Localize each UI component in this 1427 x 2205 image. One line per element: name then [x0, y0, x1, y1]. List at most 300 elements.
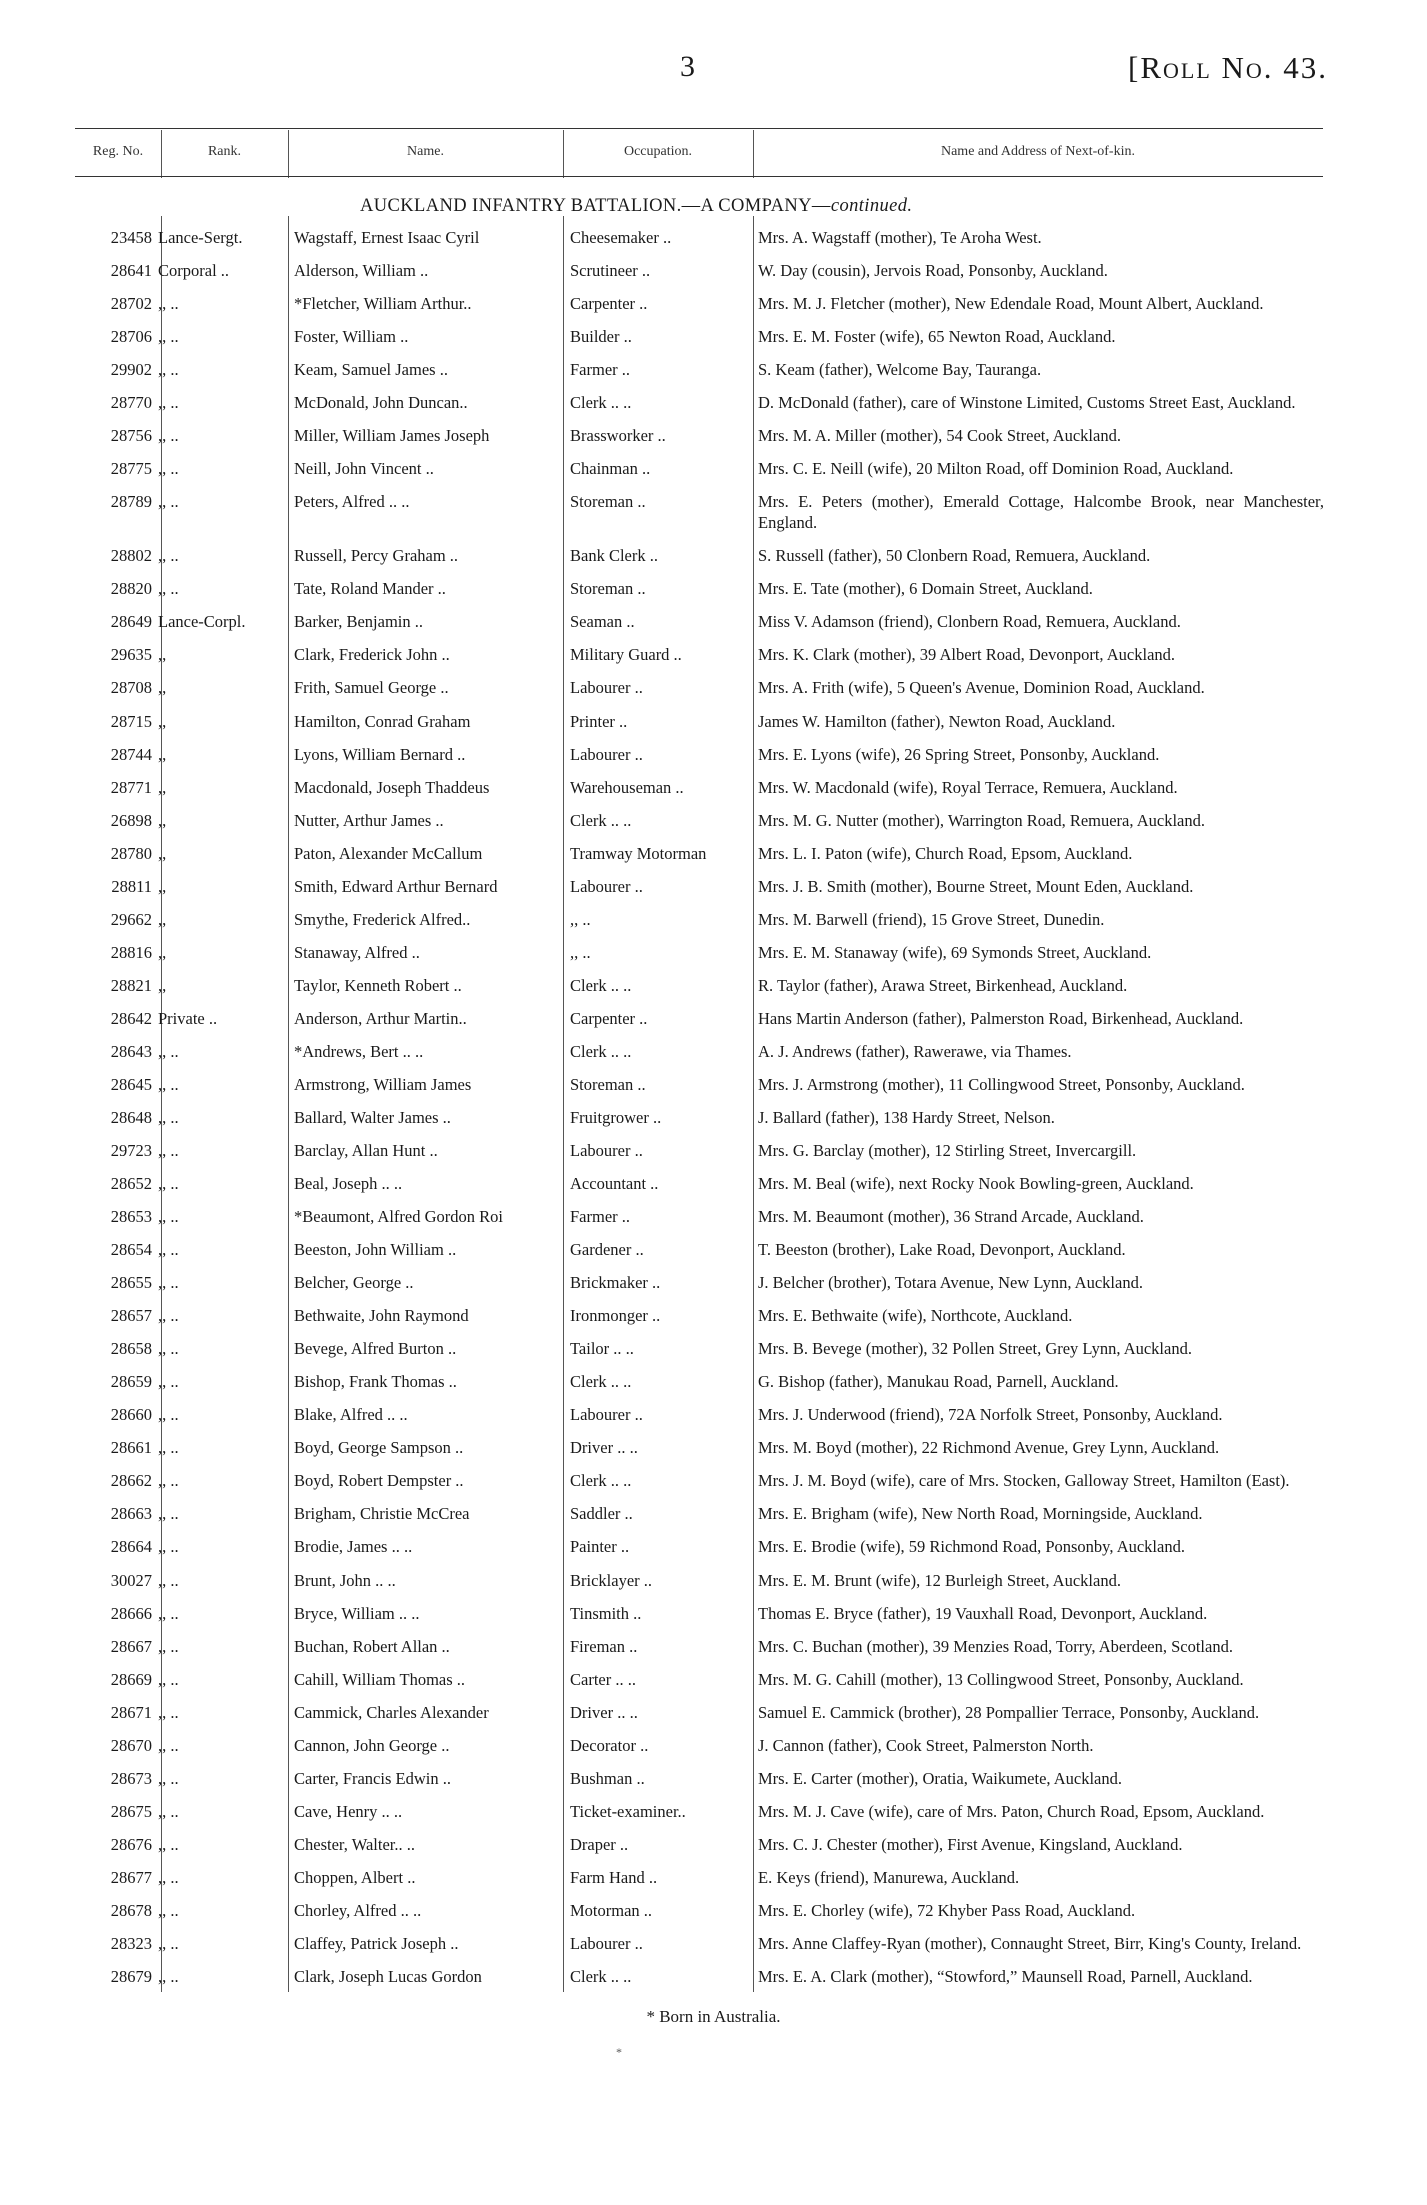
rank-cell: ,, .. [158, 1074, 179, 1094]
occupation-cell: Carpenter .. [570, 1008, 648, 1028]
column-header-next-of-kin: Name and Address of Next-of-kin. [940, 144, 1135, 159]
table-row [0, 942, 1427, 963]
table-row [0, 677, 1427, 698]
rank-cell: ,, .. [158, 579, 179, 599]
reg-number-cell: 29662 [110, 909, 152, 929]
table-row [0, 1801, 1427, 1822]
table-row [0, 260, 1427, 281]
occupation-cell: Builder .. [570, 327, 632, 347]
reg-number-cell: 29723 [110, 1141, 152, 1161]
reg-number-cell: 28677 [110, 1867, 152, 1887]
table-row [0, 1173, 1427, 1194]
soldier-name-cell: Peters, Alfred .. .. [294, 492, 410, 512]
next-of-kin-cell: Mrs. M. Beaumont (mother), 36 Strand Arcade, Auckland. [758, 1207, 1144, 1227]
reg-number-cell: 28820 [110, 579, 152, 599]
occupation-cell: Farm Hand .. [570, 1867, 658, 1887]
table-row [0, 1933, 1427, 1954]
next-of-kin-cell: T. Beeston (brother), Lake Road, Devonport, Auckland. [758, 1240, 1126, 1260]
table-row [0, 1735, 1427, 1756]
rank-cell: ,, .. [158, 1405, 179, 1425]
next-of-kin-cell: Mrs. J. B. Smith (mother), Bourne Street, Mount Eden, Auckland. [758, 876, 1194, 896]
occupation-cell: Clerk .. .. [570, 1471, 632, 1491]
soldier-name-cell: Brodie, James .. .. [294, 1537, 413, 1557]
occupation-cell: Brassworker .. [570, 426, 666, 446]
next-of-kin-cell: A. J. Andrews (father), Rawerawe, via Thames. [758, 1041, 1072, 1061]
next-of-kin-cell: J. Cannon (father), Cook Street, Palmerston North. [758, 1735, 1094, 1755]
table-row [0, 1470, 1427, 1491]
soldier-name-cell: *Beaumont, Alfred Gordon Roi [294, 1207, 503, 1227]
soldier-name-cell: Paton, Alexander McCallum [294, 843, 483, 863]
next-of-kin-cell: Mrs. M. Barwell (friend), 15 Grove Street, Dunedin. [758, 909, 1105, 929]
reg-number-cell: 28816 [110, 942, 152, 962]
column-divider [563, 216, 564, 1992]
next-of-kin-cell: J. Ballard (father), 138 Hardy Street, Nelson. [758, 1107, 1055, 1127]
occupation-cell: Saddler .. [570, 1504, 633, 1524]
reg-number-cell: 28662 [110, 1471, 152, 1491]
soldier-name-cell: Bethwaite, John Raymond [294, 1306, 469, 1326]
reg-number-cell: 28657 [110, 1306, 152, 1326]
rank-cell: ,, .. [158, 1207, 179, 1227]
rank-cell: ,, [158, 777, 167, 797]
rank-cell: ,, .. [158, 1240, 179, 1260]
stray-mark: * [616, 2045, 622, 2059]
next-of-kin-cell: Samuel E. Cammick (brother), 28 Pompallier Terrace, Ponsonby, Auckland. [758, 1702, 1260, 1722]
column-divider [288, 216, 289, 1992]
soldier-name-cell: Keam, Samuel James .. [294, 360, 448, 380]
soldier-name-cell: McDonald, John Duncan.. [294, 393, 468, 413]
next-of-kin-cell: R. Taylor (father), Arawa Street, Birkenhead, Auckland. [758, 975, 1128, 995]
soldier-name-cell: Russell, Percy Graham .. [294, 546, 459, 566]
column-divider [753, 216, 754, 1992]
soldier-name-cell: Brunt, John .. .. [294, 1570, 396, 1590]
column-header-row [75, 130, 1323, 174]
rank-cell: ,, .. [158, 1273, 179, 1293]
reg-number-cell: 28652 [110, 1174, 152, 1194]
reg-number-cell: 28679 [110, 1966, 152, 1986]
next-of-kin-cell: Mrs. J. Underwood (friend), 72A Norfolk Street, Ponsonby, Auckland. [758, 1405, 1223, 1425]
soldier-name-cell: Anderson, Arthur Martin.. [294, 1008, 467, 1028]
soldier-name-cell: Belcher, George .. [294, 1273, 414, 1293]
rank-cell: ,, [158, 843, 167, 863]
reg-number-cell: 28789 [110, 492, 152, 512]
table-row [0, 227, 1427, 248]
next-of-kin-cell: Mrs. E. Brodie (wife), 59 Richmond Road, Ponsonby, Auckland. [758, 1537, 1185, 1557]
reg-number-cell: 28654 [110, 1240, 152, 1260]
rank-cell: ,, [158, 909, 167, 929]
soldier-name-cell: Blake, Alfred .. .. [294, 1405, 408, 1425]
occupation-cell: Farmer .. [570, 360, 631, 380]
occupation-cell: Storeman .. [570, 579, 646, 599]
next-of-kin-cell: J. Belcher (brother), Totara Avenue, New Lynn, Auckland. [758, 1273, 1143, 1293]
next-of-kin-cell: Mrs. W. Macdonald (wife), Royal Terrace, Remuera, Auckland. [758, 777, 1178, 797]
reg-number-cell: 28756 [110, 426, 152, 446]
occupation-cell: Painter .. [570, 1537, 630, 1557]
soldier-name-cell: Buchan, Robert Allan .. [294, 1636, 450, 1656]
reg-number-cell: 28653 [110, 1207, 152, 1227]
reg-number-cell: 28660 [110, 1405, 152, 1425]
table-row [0, 1272, 1427, 1293]
soldier-name-cell: *Fletcher, William Arthur.. [294, 294, 472, 314]
reg-number-cell: 28678 [110, 1900, 152, 1920]
next-of-kin-cell: Mrs. E. Carter (mother), Oratia, Waikumete, Auckland. [758, 1768, 1123, 1788]
reg-number-cell: 28655 [110, 1273, 152, 1293]
table-row [0, 1239, 1427, 1260]
next-of-kin-cell: Mrs. C. E. Neill (wife), 20 Milton Road, off Dominion Road, Auckland. [758, 459, 1234, 479]
next-of-kin-cell: Miss V. Adamson (friend), Clonbern Road, Remuera, Auckland. [758, 612, 1181, 632]
next-of-kin-cell: S. Russell (father), 50 Clonbern Road, Remuera, Auckland. [758, 546, 1151, 566]
soldier-name-cell: Beal, Joseph .. .. [294, 1174, 403, 1194]
rank-cell: ,, .. [158, 1107, 179, 1127]
reg-number-cell: 28642 [110, 1008, 152, 1028]
table-row [0, 1867, 1427, 1888]
occupation-cell: Tramway Motorman [570, 843, 707, 863]
rank-cell: ,, .. [158, 393, 179, 413]
next-of-kin-cell: Hans Martin Anderson (father), Palmerston Road, Birkenhead, Auckland. [758, 1008, 1244, 1028]
reg-number-cell: 28702 [110, 294, 152, 314]
rank-cell: ,, [158, 744, 167, 764]
reg-number-cell: 28645 [110, 1074, 152, 1094]
reg-number-cell: 29902 [110, 360, 152, 380]
reg-number-cell: 28658 [110, 1339, 152, 1359]
reg-number-cell: 28670 [110, 1735, 152, 1755]
rank-cell: ,, [158, 942, 167, 962]
soldier-name-cell: Barker, Benjamin .. [294, 612, 424, 632]
rank-cell: ,, .. [158, 492, 179, 512]
rank-cell: ,, [158, 645, 167, 665]
next-of-kin-cell: Mrs. A. Wagstaff (mother), Te Aroha West. [758, 228, 1042, 247]
reg-number-cell: 28323 [110, 1933, 152, 1953]
next-of-kin-cell: Mrs. B. Bevege (mother), 32 Pollen Street, Grey Lynn, Auckland. [758, 1339, 1192, 1359]
reg-number-cell: 28669 [110, 1669, 152, 1689]
soldier-name-cell: Chester, Walter.. .. [294, 1834, 415, 1854]
reg-number-cell: 28675 [110, 1801, 152, 1821]
next-of-kin-cell: G. Bishop (father), Manukau Road, Parnell, Auckland. [758, 1372, 1119, 1392]
table-row [0, 876, 1427, 897]
table-row [0, 1008, 1427, 1029]
column-divider [161, 216, 162, 1992]
occupation-cell: Bricklayer .. [570, 1570, 653, 1590]
rank-cell: ,, .. [158, 1768, 179, 1788]
table-row [0, 1074, 1427, 1095]
rank-cell: ,, .. [158, 1041, 179, 1061]
occupation-cell: Warehouseman .. [570, 777, 684, 797]
soldier-name-cell: Beeston, John William .. [294, 1240, 457, 1260]
soldier-name-cell: Stanaway, Alfred .. [294, 942, 420, 962]
occupation-cell: Storeman .. [570, 1074, 646, 1094]
reg-number-cell: 28661 [110, 1438, 152, 1458]
table-row [0, 491, 1427, 533]
reg-number-cell: 28771 [110, 777, 152, 797]
next-of-kin-cell: Mrs. Anne Claffey-Ryan (mother), Connaught Street, Birr, King's County, Ireland. [758, 1933, 1302, 1953]
reg-number-cell: 28775 [110, 459, 152, 479]
reg-number-cell: 28706 [110, 327, 152, 347]
next-of-kin-cell: Mrs. M. G. Cahill (mother), 13 Collingwood Street, Ponsonby, Auckland. [758, 1669, 1244, 1689]
table-row [0, 1768, 1427, 1789]
occupation-cell: Labourer .. [570, 1933, 643, 1953]
reg-number-cell: 28770 [110, 393, 152, 413]
occupation-cell: Decorator .. [570, 1735, 649, 1755]
reg-number-cell: 28663 [110, 1504, 152, 1524]
table-row [0, 1900, 1427, 1921]
reg-number-cell: 28649 [110, 612, 152, 632]
rank-cell: ,, .. [158, 1669, 179, 1689]
column-header-rank: Rank. [207, 144, 242, 159]
occupation-cell: ,, .. [570, 942, 591, 962]
next-of-kin-cell: Mrs. E. Brigham (wife), New North Road, Morningside, Auckland. [758, 1504, 1203, 1524]
occupation-cell: Carter .. .. [570, 1669, 636, 1689]
table-row [0, 458, 1427, 479]
table-row [0, 1834, 1427, 1855]
table-row [0, 777, 1427, 798]
soldier-name-cell: *Andrews, Bert .. .. [294, 1041, 424, 1061]
table-row [0, 392, 1427, 413]
next-of-kin-cell: Thomas E. Bryce (father), 19 Vauxhall Road, Devonport, Auckland. [758, 1603, 1208, 1623]
occupation-cell: Clerk .. .. [570, 393, 632, 413]
soldier-name-cell: Hamilton, Conrad Graham [294, 711, 471, 731]
rank-cell: ,, .. [158, 1966, 179, 1986]
occupation-cell: Clerk .. .. [570, 975, 632, 995]
occupation-cell: Driver .. .. [570, 1702, 638, 1722]
next-of-kin-cell: Mrs. E. Peters (mother), Emerald Cottage, Halcombe Brook, near Manchester, England. [758, 492, 1324, 533]
soldier-name-cell: Brigham, Christie McCrea [294, 1504, 470, 1524]
table-row [0, 1702, 1427, 1723]
rank-cell: ,, .. [158, 426, 179, 446]
rank-cell: Private .. [158, 1008, 218, 1028]
table-row [0, 1536, 1427, 1557]
reg-number-cell: 28666 [110, 1603, 152, 1623]
next-of-kin-cell: Mrs. E. Lyons (wife), 26 Spring Street, Ponsonby, Auckland. [758, 744, 1160, 764]
rank-cell: ,, .. [158, 1504, 179, 1524]
table-row [0, 1041, 1427, 1062]
reg-number-cell: 30027 [110, 1570, 152, 1590]
soldier-name-cell: Alderson, William .. [294, 261, 429, 281]
occupation-cell: Cheesemaker .. [570, 228, 672, 247]
soldier-name-cell: Lyons, William Bernard .. [294, 744, 466, 764]
soldier-name-cell: Cahill, William Thomas .. [294, 1669, 466, 1689]
column-header-occupation: Occupation. [623, 144, 693, 159]
rank-cell: ,, .. [158, 1471, 179, 1491]
rank-cell: ,, .. [158, 546, 179, 566]
table-row [0, 1669, 1427, 1690]
reg-number-cell: 28744 [110, 744, 152, 764]
soldier-name-cell: Wagstaff, Ernest Isaac Cyril [294, 228, 480, 247]
rank-cell: ,, .. [158, 1570, 179, 1590]
soldier-name-cell: Clark, Frederick John .. [294, 645, 450, 665]
table-row [0, 1437, 1427, 1458]
table-row [0, 359, 1427, 380]
table-row [0, 611, 1427, 632]
soldier-name-cell: Boyd, Robert Dempster .. [294, 1471, 464, 1491]
occupation-cell: Tinsmith .. [570, 1603, 642, 1623]
table-row [0, 425, 1427, 446]
occupation-cell: Gardener .. [570, 1240, 644, 1260]
table-row [0, 1603, 1427, 1624]
reg-number-cell: 28715 [110, 711, 152, 731]
rank-cell: ,, .. [158, 294, 179, 314]
rank-cell: ,, .. [158, 1900, 179, 1920]
section-title-text: AUCKLAND INFANTRY BATTALION.—A COMPANY— [360, 196, 831, 216]
occupation-cell: Labourer .. [570, 1405, 643, 1425]
soldier-name-cell: Smythe, Frederick Alfred.. [294, 909, 471, 929]
table-row [0, 1140, 1427, 1161]
occupation-cell: Clerk .. .. [570, 1372, 632, 1392]
section-title [360, 196, 1180, 217]
soldier-name-cell: Barclay, Allan Hunt .. [294, 1141, 438, 1161]
rank-cell: ,, .. [158, 1702, 179, 1722]
rank-cell: ,, .. [158, 459, 179, 479]
table-row [0, 545, 1427, 566]
occupation-cell: Storeman .. [570, 492, 646, 512]
table-row [0, 326, 1427, 347]
table-row [0, 1636, 1427, 1657]
reg-number-cell: 29635 [110, 645, 152, 665]
table-row [0, 1966, 1427, 1987]
occupation-cell: Scrutineer .. [570, 261, 651, 281]
soldier-name-cell: Bishop, Frank Thomas .. [294, 1372, 457, 1392]
table-row [0, 1338, 1427, 1359]
occupation-cell: Chainman .. [570, 459, 651, 479]
next-of-kin-cell: Mrs. K. Clark (mother), 39 Albert Road, Devonport, Auckland. [758, 645, 1176, 665]
next-of-kin-cell: Mrs. J. M. Boyd (wife), care of Mrs. Stocken, Galloway Street, Hamilton (East). [758, 1471, 1290, 1491]
column-header-name: Name. [407, 144, 444, 159]
soldier-name-cell: Macdonald, Joseph Thaddeus [294, 777, 490, 797]
soldier-name-cell: Chorley, Alfred .. .. [294, 1900, 422, 1920]
reg-number-cell: 28780 [110, 843, 152, 863]
footnote: * Born in Australia. [646, 2007, 781, 2026]
next-of-kin-cell: Mrs. E. Tate (mother), 6 Domain Street, Auckland. [758, 579, 1093, 599]
reg-number-cell: 28708 [110, 678, 152, 698]
table-row [0, 843, 1427, 864]
table-row [0, 975, 1427, 996]
soldier-name-cell: Taylor, Kenneth Robert .. [294, 975, 462, 995]
occupation-cell: ,, .. [570, 909, 591, 929]
soldier-name-cell: Armstrong, William James [294, 1074, 472, 1094]
reg-number-cell: 28648 [110, 1107, 152, 1127]
next-of-kin-cell: Mrs. E. Chorley (wife), 72 Khyber Pass Road, Auckland. [758, 1900, 1136, 1920]
rank-cell: Lance-Corpl. [158, 612, 246, 632]
soldier-name-cell: Claffey, Patrick Joseph .. [294, 1933, 459, 1953]
next-of-kin-cell: Mrs. E. M. Brunt (wife), 12 Burleigh Street, Auckland. [758, 1570, 1121, 1590]
next-of-kin-cell: Mrs. E. M. Foster (wife), 65 Newton Road, Auckland. [758, 327, 1116, 347]
next-of-kin-cell: Mrs. L. I. Paton (wife), Church Road, Epsom, Auckland. [758, 843, 1133, 863]
table-row [0, 293, 1427, 314]
occupation-cell: Clerk .. .. [570, 1966, 632, 1986]
reg-number-cell: 28643 [110, 1041, 152, 1061]
rank-cell: ,, .. [158, 1339, 179, 1359]
occupation-cell: Clerk .. .. [570, 1041, 632, 1061]
table-row [0, 1107, 1427, 1128]
next-of-kin-cell: Mrs. G. Barclay (mother), 12 Stirling Street, Invercargill. [758, 1141, 1137, 1161]
soldier-name-cell: Choppen, Albert .. [294, 1867, 416, 1887]
occupation-cell: Printer .. [570, 711, 628, 731]
occupation-cell: Labourer .. [570, 1141, 643, 1161]
occupation-cell: Tailor .. .. [570, 1339, 634, 1359]
rank-cell: ,, .. [158, 1174, 179, 1194]
reg-number-cell: 28673 [110, 1768, 152, 1788]
rank-cell: ,, .. [158, 1438, 179, 1458]
rank-cell: ,, .. [158, 1636, 179, 1656]
next-of-kin-cell: Mrs. M. A. Miller (mother), 54 Cook Street, Auckland. [758, 426, 1121, 446]
occupation-cell: Clerk .. .. [570, 810, 632, 830]
table-row [0, 1206, 1427, 1227]
occupation-cell: Fruitgrower .. [570, 1107, 662, 1127]
next-of-kin-cell: Mrs. M. G. Nutter (mother), Warrington Road, Remuera, Auckland. [758, 810, 1205, 830]
header-bottom-rule [75, 176, 1323, 177]
occupation-cell: Driver .. .. [570, 1438, 638, 1458]
soldier-name-cell: Bryce, William .. .. [294, 1603, 420, 1623]
rank-cell: ,, .. [158, 1801, 179, 1821]
next-of-kin-cell: D. McDonald (father), care of Winstone Limited, Customs Street East, Auckland. [758, 393, 1296, 413]
reg-number-cell: 26898 [110, 810, 152, 830]
rank-cell: ,, .. [158, 1834, 179, 1854]
table-row [0, 711, 1427, 732]
occupation-cell: Military Guard .. [570, 645, 682, 665]
occupation-cell: Carpenter .. [570, 294, 648, 314]
table-row [0, 1503, 1427, 1524]
next-of-kin-cell: S. Keam (father), Welcome Bay, Tauranga. [758, 360, 1042, 380]
table-row [0, 744, 1427, 765]
occupation-cell: Seaman .. [570, 612, 635, 632]
occupation-cell: Fireman .. [570, 1636, 638, 1656]
rank-cell: ,, [158, 975, 167, 995]
rank-cell: ,, .. [158, 1867, 179, 1887]
reg-number-cell: 28811 [111, 876, 152, 896]
occupation-cell: Draper .. [570, 1834, 629, 1854]
next-of-kin-cell: Mrs. A. Frith (wife), 5 Queen's Avenue, Dominion Road, Auckland. [758, 678, 1205, 698]
table-row [0, 1404, 1427, 1425]
next-of-kin-cell: Mrs. E. Bethwaite (wife), Northcote, Auckland. [758, 1306, 1073, 1326]
reg-number-cell: 28664 [110, 1537, 152, 1557]
next-of-kin-cell: James W. Hamilton (father), Newton Road, Auckland. [758, 711, 1116, 731]
soldier-name-cell: Cave, Henry .. .. [294, 1801, 403, 1821]
rank-cell: ,, .. [158, 1933, 179, 1953]
occupation-cell: Bushman .. [570, 1768, 645, 1788]
next-of-kin-cell: W. Day (cousin), Jervois Road, Ponsonby, Auckland. [758, 261, 1108, 281]
rank-cell: ,, .. [158, 327, 179, 347]
occupation-cell: Labourer .. [570, 678, 643, 698]
soldier-name-cell: Bevege, Alfred Burton .. [294, 1339, 457, 1359]
occupation-cell: Motorman .. [570, 1900, 653, 1920]
next-of-kin-cell: Mrs. E. M. Stanaway (wife), 69 Symonds Street, Auckland. [758, 942, 1152, 962]
table-row [0, 644, 1427, 665]
rank-cell: ,, [158, 810, 167, 830]
next-of-kin-cell: Mrs. M. Boyd (mother), 22 Richmond Avenue, Grey Lynn, Auckland. [758, 1438, 1220, 1458]
rank-cell: ,, .. [158, 1372, 179, 1392]
rank-cell: ,, .. [158, 1306, 179, 1326]
occupation-cell: Bank Clerk .. [570, 546, 658, 566]
rank-cell: ,, .. [158, 1603, 179, 1623]
next-of-kin-cell: Mrs. M. Beal (wife), next Rocky Nook Bowling-green, Auckland. [758, 1174, 1194, 1194]
reg-number-cell: 28676 [110, 1834, 152, 1854]
table-row [0, 1371, 1427, 1392]
soldier-name-cell: Nutter, Arthur James .. [294, 810, 444, 830]
soldier-name-cell: Neill, John Vincent .. [294, 459, 434, 479]
rank-cell: ,, .. [158, 1735, 179, 1755]
next-of-kin-cell: Mrs. M. J. Fletcher (mother), New Edendale Road, Mount Albert, Auckland. [758, 294, 1264, 314]
next-of-kin-cell: Mrs. J. Armstrong (mother), 11 Collingwood Street, Ponsonby, Auckland. [758, 1074, 1245, 1094]
page-number: 3 [680, 50, 696, 83]
column-header-reg: Reg. No. [92, 144, 144, 159]
occupation-cell: Ticket-examiner.. [570, 1801, 686, 1821]
reg-number-cell: 28821 [110, 975, 152, 995]
rank-cell: ,, .. [158, 1537, 179, 1557]
rank-cell: Corporal .. [158, 261, 230, 281]
occupation-cell: Labourer .. [570, 744, 643, 764]
soldier-name-cell: Frith, Samuel George .. [294, 678, 449, 698]
next-of-kin-cell: E. Keys (friend), Manurewa, Auckland. [758, 1867, 1020, 1887]
table-row [0, 1305, 1427, 1326]
soldier-name-cell: Foster, William .. [294, 327, 409, 347]
